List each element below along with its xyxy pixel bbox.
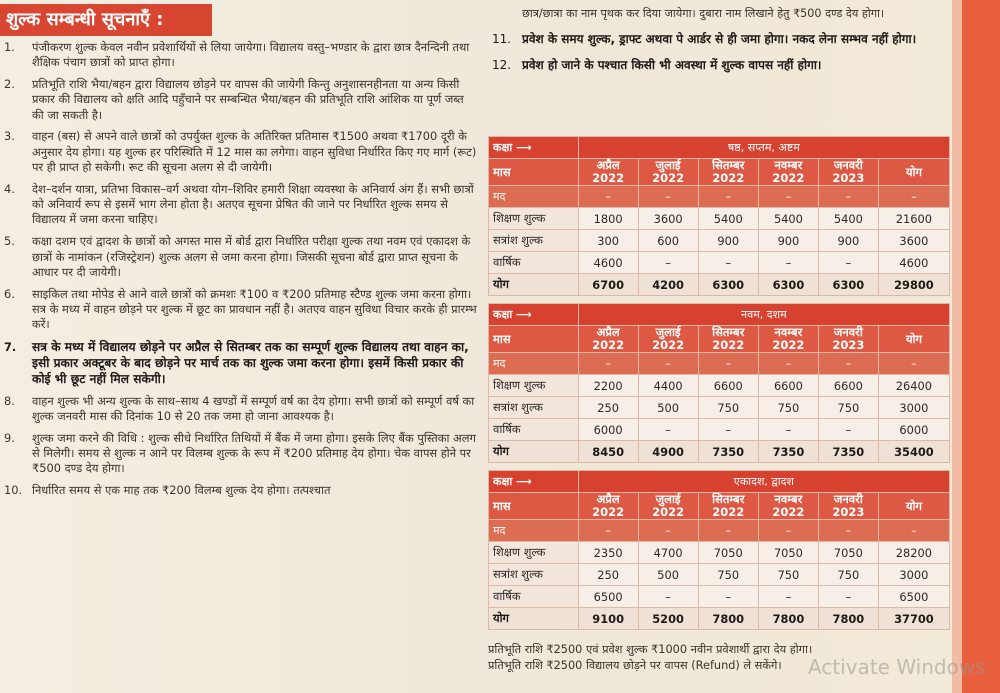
head-dash: –	[578, 186, 638, 208]
note-2	[0, 77, 478, 123]
total-cell: 35400	[878, 441, 949, 463]
month-cell	[758, 159, 818, 186]
total-column-header: योग	[878, 326, 949, 353]
table-cell: 21600	[878, 208, 949, 230]
month-name: सितम्बर	[712, 158, 745, 172]
note-number: 2.	[4, 77, 15, 92]
note-number: 1.	[4, 40, 15, 54]
total-column-header: योग	[878, 493, 949, 520]
note-text: देश–दर्शन यात्रा, प्रतिभा विकास–वर्ग अथवा योग–शिविर हमारी शिक्षा व्यवस्था के अनिवार्य अंग हैं। सभी छात्रों को अनिवार्य रूप से इसमें भाग लेना होता है। अतएव सूचना प्रेषित की जाने पर निर्धारित शुल्क समय से विद्यालय में जमा करना चाहिए।	[32, 181, 474, 227]
total-cell: 37700	[878, 608, 949, 630]
table-cell: 500	[638, 564, 698, 586]
row-label: शिक्षण शुल्क	[489, 542, 579, 564]
row-label: शिक्षण शुल्क	[489, 375, 579, 397]
note-4	[0, 182, 478, 228]
note-3	[0, 129, 478, 175]
total-label: योग	[489, 441, 579, 463]
head-label-row	[489, 520, 950, 542]
row-label: सत्रांश शुल्क	[489, 397, 579, 419]
head-dash: –	[698, 186, 758, 208]
note-text: कक्षा दशम एवं द्वादश के छात्रों को अगस्त मास में बोर्ड द्वारा निर्धारित परीक्षा शुल्क तथा नवम एवं एकादश के छात्रों के नामांकन (रजिस्ट्रेशन) शुल्क अलग से जमा करना होगा। जिसकी सूचना बोर्ड द्वारा प्राप्त सूचना के आधार पर दी जायेगी।	[32, 234, 471, 279]
table-row	[489, 586, 950, 608]
total-cell: 6300	[818, 274, 878, 296]
note-text: प्रतिभूति राशि भैया/बहन द्वारा विद्यालय छोड़ने पर वापस की जायेगी किन्तु अनुशासनहीनता या अन्य किसी प्रकार की विद्यालय को क्षति आदि पहुँचाने पर सम्बन्धित भैया/बहन की प्रतिभूति राशि आंशिक या पूर्ण जब्त की जा सकती है।	[32, 77, 464, 122]
table-cell: 750	[758, 397, 818, 419]
head-dash: –	[578, 520, 638, 542]
note-number: 11.	[492, 32, 512, 46]
note-10-continuation: छात्र/छात्रा का नाम पृथक कर दिया जायेगा। दुबारा नाम लिखाने हेतु ₹500 दण्ड देय होगा।	[522, 7, 885, 20]
note-number: 8.	[4, 393, 15, 408]
table-cell: –	[758, 419, 818, 441]
total-row	[489, 441, 950, 463]
table-cell: –	[698, 586, 758, 608]
class-header-row	[489, 471, 950, 493]
table-cell: 26400	[878, 375, 949, 397]
month-cell	[638, 493, 698, 520]
left-column	[0, 0, 478, 693]
table-row	[489, 542, 950, 564]
note-12	[488, 57, 948, 73]
note-5	[0, 234, 478, 280]
head-dash: –	[578, 353, 638, 375]
note-11	[488, 31, 948, 47]
month-year: 2023	[832, 505, 865, 519]
month-header-row	[489, 159, 950, 186]
month-header-row	[489, 326, 950, 353]
notes-list	[0, 40, 478, 505]
note-9	[0, 431, 478, 477]
row-label: शिक्षण शुल्क	[489, 208, 579, 230]
month-year: 2022	[772, 505, 805, 519]
head-dash: –	[818, 520, 878, 542]
note-1	[0, 40, 478, 71]
total-cell: 7800	[758, 608, 818, 630]
fee-table-block-2	[488, 303, 950, 463]
month-year: 2022	[652, 171, 685, 185]
month-year: 2022	[712, 338, 745, 352]
table-cell: –	[758, 586, 818, 608]
note-number: 5.	[4, 234, 15, 249]
total-cell: 7800	[698, 608, 758, 630]
table-cell: 5400	[758, 208, 818, 230]
head-dash: –	[818, 353, 878, 375]
table-cell: 600	[638, 230, 698, 252]
row-label: वार्षिक	[489, 419, 579, 441]
table-cell: 750	[818, 397, 878, 419]
row-label: सत्रांश शुल्क	[489, 230, 579, 252]
month-name: अप्रैल	[596, 492, 620, 506]
head-dash: –	[698, 520, 758, 542]
note-number: 10.	[4, 483, 23, 498]
head-dash: –	[758, 520, 818, 542]
month-year: 2022	[712, 171, 745, 185]
month-year: 2022	[772, 338, 805, 352]
table-cell: 900	[698, 230, 758, 252]
fee-table	[488, 470, 950, 630]
table-cell: –	[698, 252, 758, 274]
total-cell: 7350	[818, 441, 878, 463]
note-number: 3.	[4, 129, 15, 144]
table-cell: 28200	[878, 542, 949, 564]
footer-line-2: प्रतिभूति राशि ₹2500 विद्यालय छोड़ने पर वापस (Refund) ले सकेंगे।	[488, 659, 782, 672]
month-cell	[698, 159, 758, 186]
total-cell: 6700	[578, 274, 638, 296]
month-name: अप्रैल	[596, 158, 620, 172]
table-row	[489, 252, 950, 274]
class-names: एकादश, द्वादश	[578, 471, 949, 493]
note-text: पंजीकरण शुल्क केवल नवीन प्रवेशार्थियों से लिया जायेगा। विद्यालय वस्तु–भण्डार के द्वारा छात्र दैनन्दिनी तथा शैक्षिक पंचाग छात्रों को प्राप्त होगा।	[32, 40, 470, 70]
month-name: नवम्बर	[774, 325, 803, 339]
month-name: सितम्बर	[712, 325, 745, 339]
total-row	[489, 274, 950, 296]
fee-table	[488, 303, 950, 463]
total-label: योग	[489, 608, 579, 630]
table-cell: –	[818, 586, 878, 608]
class-header-row	[489, 137, 950, 159]
month-label: मास	[489, 493, 579, 520]
month-year: 2023	[832, 171, 865, 185]
table-row	[489, 208, 950, 230]
month-header-row	[489, 493, 950, 520]
table-cell: 5400	[818, 208, 878, 230]
table-cell: 1800	[578, 208, 638, 230]
table-cell: 750	[818, 564, 878, 586]
month-cell	[698, 493, 758, 520]
month-year: 2022	[592, 171, 625, 185]
total-cell: 4200	[638, 274, 698, 296]
month-cell	[578, 493, 638, 520]
table-cell: 5400	[698, 208, 758, 230]
head-label: मद	[489, 353, 579, 375]
head-dash: –	[758, 186, 818, 208]
note-7	[0, 339, 478, 387]
table-cell: 4600	[578, 252, 638, 274]
total-column-header: योग	[878, 159, 949, 186]
month-cell	[638, 326, 698, 353]
head-dash: –	[638, 353, 698, 375]
note-number: 4.	[4, 181, 15, 196]
table-cell: –	[818, 252, 878, 274]
month-cell	[818, 326, 878, 353]
month-year: 2022	[652, 338, 685, 352]
table-cell: 3000	[878, 564, 949, 586]
table-cell: 7050	[758, 542, 818, 564]
head-dash: –	[758, 353, 818, 375]
head-label-row	[489, 186, 950, 208]
table-cell: –	[818, 419, 878, 441]
month-year: 2022	[592, 505, 625, 519]
table-cell: 250	[578, 397, 638, 419]
month-year: 2022	[592, 338, 625, 352]
month-name: जनवरी	[833, 492, 863, 506]
table-row	[489, 375, 950, 397]
total-cell: 7350	[698, 441, 758, 463]
head-label-row	[489, 353, 950, 375]
table-row	[489, 397, 950, 419]
total-cell: 8450	[578, 441, 638, 463]
table-cell: 3600	[638, 208, 698, 230]
table-cell: 750	[698, 397, 758, 419]
month-year: 2023	[832, 338, 865, 352]
total-label: योग	[489, 274, 579, 296]
month-cell	[758, 326, 818, 353]
month-name: सितम्बर	[712, 492, 745, 506]
head-dash: –	[878, 186, 949, 208]
table-cell: 6500	[878, 586, 949, 608]
head-label: मद	[489, 186, 579, 208]
class-names: नवम, दशम	[578, 304, 949, 326]
note-number: 9.	[4, 430, 15, 445]
table-cell: 7050	[698, 542, 758, 564]
class-label: कक्षा ⟶	[489, 471, 579, 493]
total-cell: 7800	[818, 608, 878, 630]
fee-table-block-1	[488, 136, 950, 296]
table-cell: 300	[578, 230, 638, 252]
table-cell: 3600	[878, 230, 949, 252]
table-cell: 6000	[578, 419, 638, 441]
month-name: जनवरी	[833, 325, 863, 339]
month-name: नवम्बर	[774, 158, 803, 172]
month-name: अप्रैल	[596, 325, 620, 339]
month-cell	[818, 493, 878, 520]
table-cell: 900	[758, 230, 818, 252]
note-10	[0, 483, 478, 498]
total-cell: 6300	[758, 274, 818, 296]
month-label: मास	[489, 326, 579, 353]
head-dash: –	[638, 520, 698, 542]
note-8	[0, 394, 478, 425]
month-year: 2022	[712, 505, 745, 519]
note-text: निर्धारित समय से एक माह तक ₹200 विलम्ब शुल्क देय होगा। तत्पश्चात	[32, 483, 331, 498]
month-cell	[578, 159, 638, 186]
class-label: कक्षा ⟶	[489, 137, 579, 159]
table-cell: 6000	[878, 419, 949, 441]
total-row	[489, 608, 950, 630]
note-text: प्रवेश के समय शुल्क, ड्राफ्ट अथवा पे आर्डर से ही जमा होगा। नकद लेना सम्भव नहीं होगा।	[522, 32, 917, 46]
class-label: कक्षा ⟶	[489, 304, 579, 326]
month-cell	[818, 159, 878, 186]
table-cell: 6600	[758, 375, 818, 397]
table-row	[489, 230, 950, 252]
table-cell: 4400	[638, 375, 698, 397]
note-number: 12.	[492, 58, 512, 72]
month-name: जुलाई	[655, 492, 681, 506]
table-cell: 250	[578, 564, 638, 586]
total-cell: 5200	[638, 608, 698, 630]
table-cell: 4700	[638, 542, 698, 564]
class-header-row	[489, 304, 950, 326]
total-cell: 4900	[638, 441, 698, 463]
table-cell: 900	[818, 230, 878, 252]
page-title: शुल्क सम्बन्धी सूचनाएँ :	[0, 4, 212, 36]
month-cell	[698, 326, 758, 353]
table-cell: 2200	[578, 375, 638, 397]
table-row	[489, 564, 950, 586]
fee-table-block-3	[488, 470, 950, 630]
total-cell: 9100	[578, 608, 638, 630]
table-cell: 750	[698, 564, 758, 586]
note-text: शुल्क जमा करने की विधि : शुल्क सीधे निर्धारित तिथियों में बैंक में जमा होगा। इसके लिए बैंक पुस्तिका अलग से मिलेगी। समय से शुल्क न आने पर विलम्ब शुल्क के रूप में ₹200 प्रतिमाह देय होगा। चेक वापस होने पर ₹500 दण्ड देय होगा।	[32, 430, 476, 476]
table-cell: 6500	[578, 586, 638, 608]
month-name: जनवरी	[833, 158, 863, 172]
month-cell	[758, 493, 818, 520]
table-cell: 2350	[578, 542, 638, 564]
month-cell	[638, 159, 698, 186]
month-year: 2022	[772, 171, 805, 185]
table-cell: –	[698, 419, 758, 441]
month-name: जुलाई	[655, 158, 681, 172]
note-text: साइकिल तथा मोपेड से आने वाले छात्रों को क्रमशः ₹100 व ₹200 प्रतिमाह स्टैण्ड शुल्क जमा करना होगा। सत्र के मध्य में वाहन छोड़ने पर शुल्क में छूट का प्रावधान नहीं है। अतएव वाहन सुविधा विचार करके ही प्रारम्भ करें।	[32, 286, 477, 332]
note-text: वाहन (बस) से अपने वाले छात्रों को उपर्युक्त शुल्क के अतिरिक्त प्रतिमास ₹1500 अथवा ₹1700 दूरी के अनुसार देय होगा। यह शुल्क हर परिस्थिति में 12 मास का लगेगा। वाहन सुविधा निर्धारित किए गए मार्ग (रूट) पर ही प्राप्त हो सकेगी। रूट की सूचना अलग से दी जायेगी।	[32, 129, 477, 175]
table-cell: –	[638, 419, 698, 441]
table-cell: 3000	[878, 397, 949, 419]
activation-watermark: Activate Windows	[808, 655, 986, 679]
table-cell: –	[638, 586, 698, 608]
table-row	[489, 419, 950, 441]
note-number: 6.	[4, 286, 15, 301]
row-label: वार्षिक	[489, 252, 579, 274]
head-dash: –	[878, 353, 949, 375]
row-label: सत्रांश शुल्क	[489, 564, 579, 586]
month-name: जुलाई	[655, 325, 681, 339]
table-cell: –	[638, 252, 698, 274]
total-cell: 6300	[698, 274, 758, 296]
table-cell: 6600	[698, 375, 758, 397]
head-dash: –	[638, 186, 698, 208]
total-cell: 7350	[758, 441, 818, 463]
decorative-strip	[952, 0, 962, 693]
total-cell: 29800	[878, 274, 949, 296]
table-cell: 7050	[818, 542, 878, 564]
head-dash: –	[818, 186, 878, 208]
head-dash: –	[698, 353, 758, 375]
table-cell: 6600	[818, 375, 878, 397]
head-dash: –	[878, 520, 949, 542]
note-6	[0, 287, 478, 333]
note-text: प्रवेश हो जाने के पश्चात किसी भी अवस्था में शुल्क वापस नहीं होगा।	[522, 58, 822, 72]
class-names: षष्ठ, सप्तम, अष्टम	[578, 137, 949, 159]
month-cell	[578, 326, 638, 353]
note-text: सत्र के मध्य में विद्यालय छोड़ने पर अप्रैल से सितम्बर तक का सम्पूर्ण शुल्क विद्यालय तथा वाहन का, इसी प्रकार अक्टूबर के बाद छोड़ने पर मार्च तक का शुल्क जमा करना होगा। इसमें किसी प्रकार की कोई भी छूट नहीं मिल सकेगी।	[32, 340, 469, 387]
decorative-border	[962, 0, 1000, 693]
month-name: नवम्बर	[774, 492, 803, 506]
month-year: 2022	[652, 505, 685, 519]
footer-line-1: प्रतिभूति राशि ₹2500 एवं प्रवेश शुल्क ₹1000 नवीन प्रवेशार्थी द्वारा देय होगा।	[488, 643, 813, 656]
table-cell: 4600	[878, 252, 949, 274]
table-cell: –	[758, 252, 818, 274]
month-label: मास	[489, 159, 579, 186]
fee-table	[488, 136, 950, 296]
row-label: वार्षिक	[489, 586, 579, 608]
table-cell: 500	[638, 397, 698, 419]
note-number: 7.	[4, 340, 17, 355]
table-cell: 750	[758, 564, 818, 586]
note-text: वाहन शुल्क भी अन्य शुल्क के साथ–साथ 4 खण्डों में सम्पूर्ण वर्ष का देय होगा। सभी छात्रों को सम्पूर्ण वर्ष का शुल्क जनवरी मास की दिनांक 10 से 20 तक जमा हो जाना आवश्यक है।	[32, 393, 475, 423]
head-label: मद	[489, 520, 579, 542]
